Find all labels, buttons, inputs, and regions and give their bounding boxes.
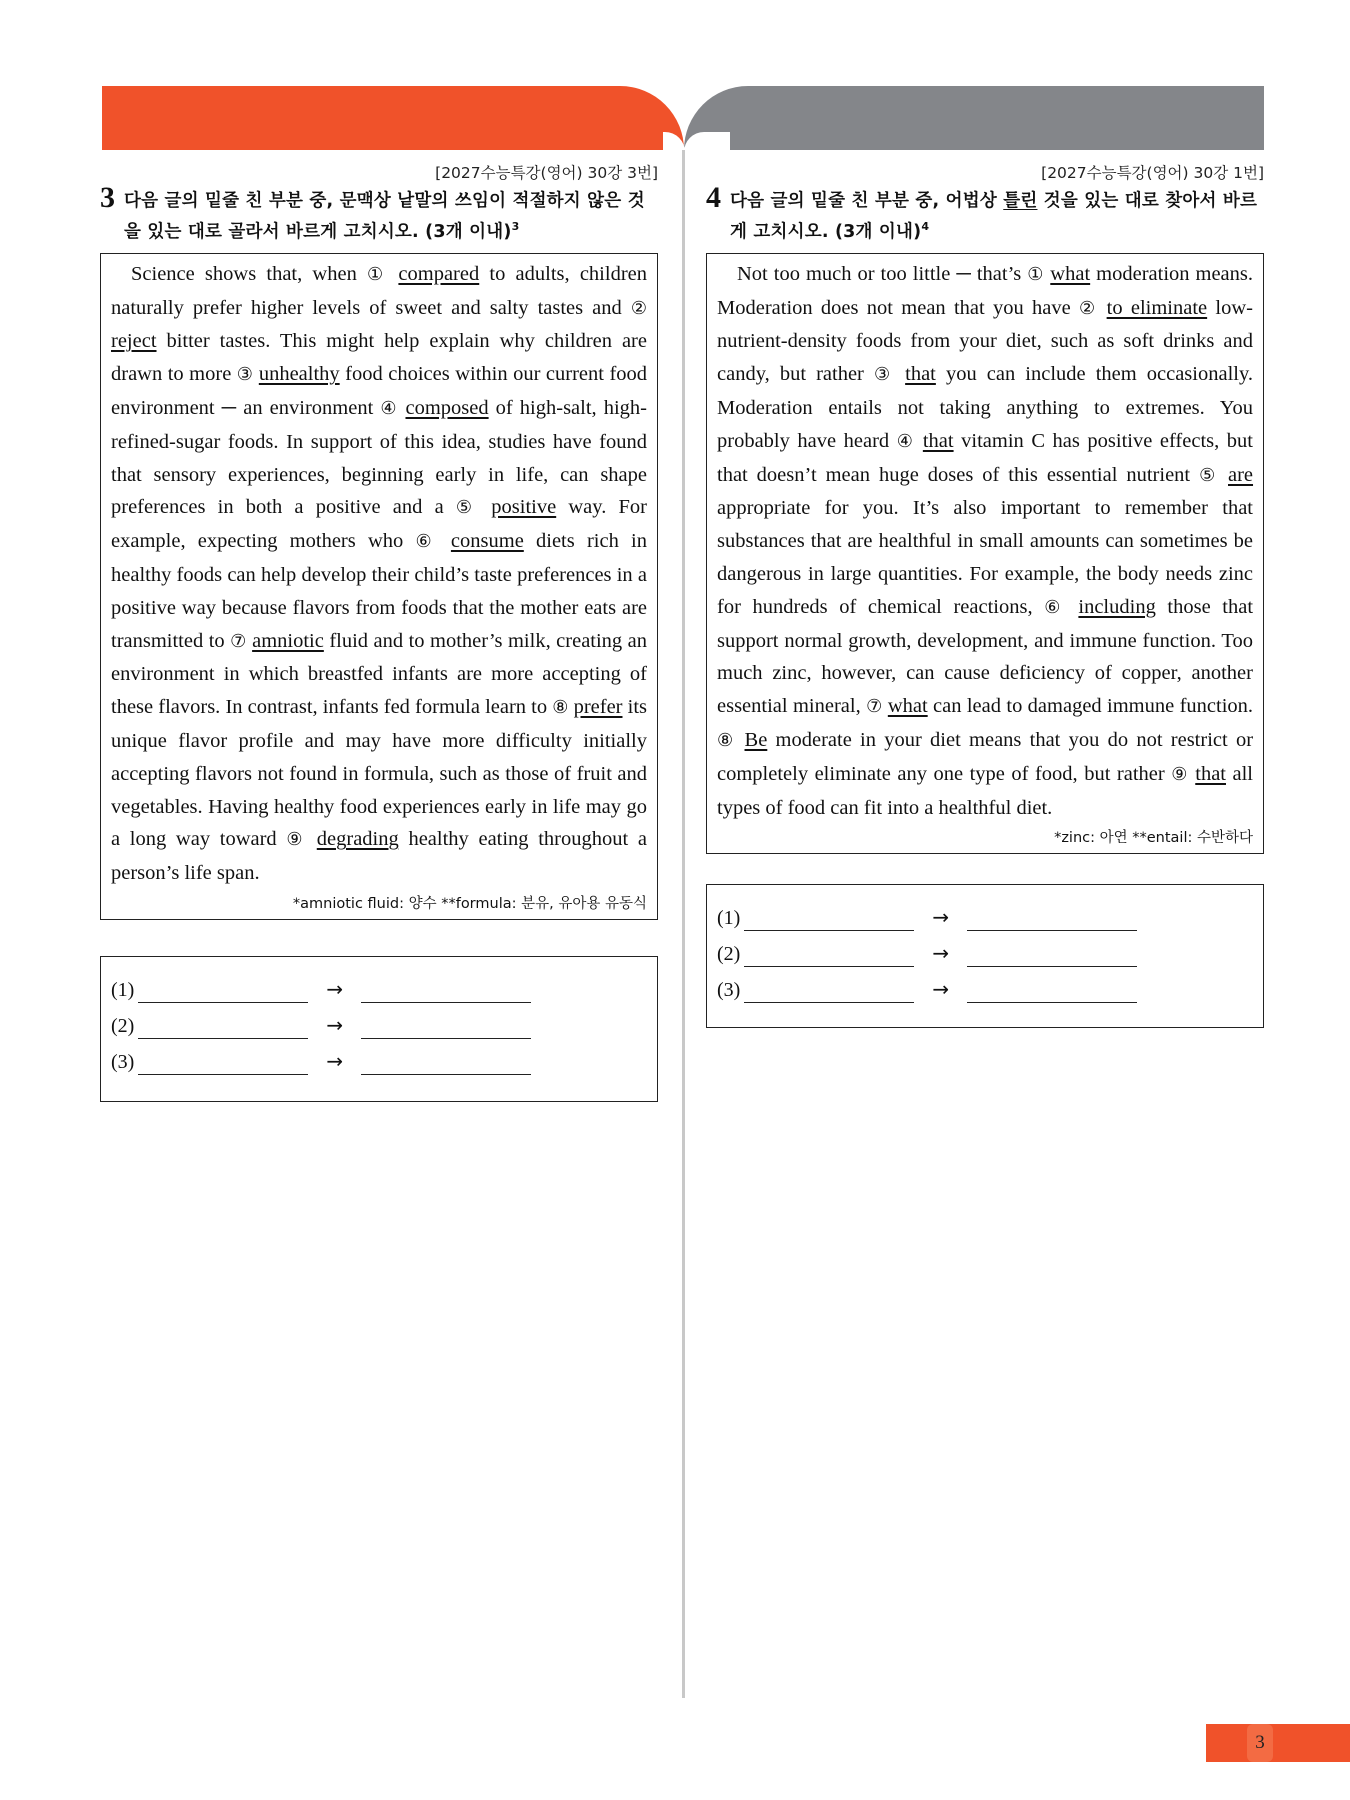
underlined-item: reject xyxy=(111,330,157,353)
question-number: 3 xyxy=(100,181,116,214)
underlined-item: compared xyxy=(398,262,480,285)
item-marker: ① xyxy=(367,263,389,285)
underlined-item: to eliminate xyxy=(1106,296,1208,319)
answer-label: (3) xyxy=(111,1050,135,1073)
answer-blank-from[interactable] xyxy=(138,1016,308,1039)
underlined-item: Be xyxy=(744,728,768,751)
passage-segment: you can include them occasionally. Moderation entails not taking anything to extremes. You probably have heard xyxy=(717,363,1254,452)
underlined-item: prefer xyxy=(573,696,623,719)
instruction-text: 것을 있는 대로 찾아서 바르게 고치시오. (3개 이내) xyxy=(730,191,1258,242)
arrow-icon: → xyxy=(326,976,344,1001)
passage-segment: appropriate for you. It’s also important to remember that substances that are healthful in small amounts can sometimes be dangerous in large quantities. For example, the body needs zinc for hundreds of chemical reactions, xyxy=(717,497,1253,618)
item-marker: ③ xyxy=(873,364,896,386)
answer-blank-from[interactable] xyxy=(138,980,308,1003)
underlined-item: that xyxy=(922,429,954,452)
answer-blank-to[interactable] xyxy=(967,980,1137,1003)
answer-blank-to[interactable] xyxy=(967,908,1137,931)
answer-row xyxy=(111,971,647,1007)
answer-row xyxy=(717,971,1253,1007)
arrow-icon: → xyxy=(932,905,950,930)
underlined-item: amniotic xyxy=(252,629,324,652)
passage-box xyxy=(706,253,1264,855)
underlined-item: unhealthy xyxy=(258,363,340,386)
passage-segment: moderate in your diet means that you do not restrict or completely eliminate any one type of food, but rather xyxy=(717,728,1254,785)
passage-box xyxy=(100,253,658,920)
passage-segment: food choices within our current food environment ─ an environment xyxy=(111,363,648,420)
item-marker: ⑤ xyxy=(455,497,480,519)
answer-blank-from[interactable] xyxy=(744,944,914,967)
item-marker: ④ xyxy=(380,398,399,420)
passage-segment xyxy=(895,363,905,385)
item-marker: ① xyxy=(1027,263,1045,285)
passage-segment xyxy=(736,729,744,751)
underlined-item: what xyxy=(1050,262,1091,285)
item-marker: ⑥ xyxy=(1044,596,1067,618)
item-marker: ② xyxy=(630,297,647,319)
passage-segment: way. For example, expecting mothers who xyxy=(111,496,647,553)
passage-segment: to adults, children naturally prefer higher levels of sweet and salty tastes and xyxy=(111,262,647,319)
passage-segment: all types of food can fit into a healthful diet. xyxy=(717,762,1253,819)
answer-blank-to[interactable] xyxy=(361,1052,531,1075)
page-tab xyxy=(1206,1724,1350,1762)
item-marker: ⑧ xyxy=(717,729,737,751)
passage-segment: moderation means. Moderation does not mean that you have xyxy=(717,262,1254,319)
passage-segment xyxy=(1067,596,1079,618)
answer-blank-to[interactable] xyxy=(361,980,531,1003)
item-marker: ⑥ xyxy=(415,531,439,553)
header-banner-gray xyxy=(684,86,1264,150)
question-4 xyxy=(706,162,1264,1028)
underlined-item: positive xyxy=(491,496,557,519)
answer-row xyxy=(717,935,1253,971)
item-marker: ④ xyxy=(896,430,916,452)
passage-segment xyxy=(307,828,317,850)
passage-segment xyxy=(915,430,923,452)
question-instruction xyxy=(706,181,1264,245)
answer-label: (2) xyxy=(717,943,741,966)
passage-segment: healthy eating throughout a person’s life span. xyxy=(111,828,647,885)
answer-box xyxy=(100,956,658,1102)
answer-label: (3) xyxy=(717,979,741,1002)
passage-segment xyxy=(388,263,398,285)
header-banner-orange xyxy=(102,86,684,150)
underlined-item: including xyxy=(1078,595,1156,618)
question-points: 4 xyxy=(921,220,930,233)
item-marker: ⑨ xyxy=(286,829,308,851)
instruction-underlined: 틀린 xyxy=(1003,191,1038,211)
underlined-item: that xyxy=(905,363,936,386)
answer-blank-from[interactable] xyxy=(744,908,914,931)
question-source: [2027수능특강(영어) 30강 1번] xyxy=(1041,164,1264,182)
passage-segment: can lead to damaged immune function. xyxy=(927,695,1254,718)
question-instruction xyxy=(100,181,658,245)
passage-segment: fluid and to mother’s milk, creating an environment in which breastfed infants are more accepting of these flavors. In contrast, infants fed formula learn to xyxy=(111,629,648,719)
arrow-icon: → xyxy=(326,1012,344,1037)
answer-blank-from[interactable] xyxy=(744,980,914,1003)
passage-segment: Not too much or too little ─ that’s xyxy=(737,262,1028,285)
underlined-item: degrading xyxy=(316,828,399,851)
question-number: 4 xyxy=(706,181,722,214)
answer-blank-to[interactable] xyxy=(361,1016,531,1039)
passage-segment: those that support normal growth, development, and immune function. Too much zinc, however, can cause deficiency of copper, another essential mineral, xyxy=(717,595,1254,718)
passage-segment: bitter tastes. This might help explain why children are drawn to more xyxy=(111,330,647,386)
passage-segment xyxy=(479,496,491,518)
answer-label: (2) xyxy=(111,1014,135,1037)
answer-row xyxy=(717,899,1253,935)
instruction-text: 다음 글의 밑줄 친 부분 중, 어법상 xyxy=(730,191,1004,211)
passage-text xyxy=(717,258,1253,825)
underlined-item: composed xyxy=(405,397,489,420)
answer-box xyxy=(706,884,1264,1028)
underlined-item: consume xyxy=(450,530,524,553)
item-marker: ② xyxy=(1079,297,1099,319)
passage-segment: diets rich in healthy foods can help develop their child’s taste preferences in a positive way because flavors from foods that the mother eats are transmitted to xyxy=(111,530,647,652)
question-points: 3 xyxy=(511,220,520,233)
passage-text xyxy=(111,258,647,890)
passage-segment xyxy=(439,530,451,552)
underlined-item: that xyxy=(1195,762,1226,785)
passage-segment: its unique flavor profile and may have more difficulty initially accepting flavors not found in formula, such as those of fruit and vegetables. Having healthy food experiences early in life may go a long way toward xyxy=(111,696,648,851)
passage-segment: of high-salt, high-refined-sugar foods. In support of this idea, studies have found that sensory experiences, beginning early in life, can shape preferences in both a positive and a xyxy=(111,397,648,519)
item-marker: ⑦ xyxy=(230,630,247,652)
answer-label: (1) xyxy=(111,978,135,1001)
item-marker: ③ xyxy=(236,364,254,386)
item-marker: ⑤ xyxy=(1199,464,1220,486)
passage-segment: low-nutrient-density foods from your diet, such as soft drinks and candy, but rather xyxy=(717,296,1254,386)
instruction-text: 다음 글의 밑줄 친 부분 중, 문맥상 낱말의 쓰임이 적절하지 않은 것을 있는 대로 골라서 바르게 고치시오. (3개 이내) xyxy=(124,191,645,242)
footnote: *zinc: 아연 **entail: 수반하다 xyxy=(1054,830,1253,847)
question-source: [2027수능특강(영어) 30강 3번] xyxy=(435,164,658,182)
footnote: *amniotic fluid: 양수 **formula: 분유, 유아용 유동식 xyxy=(292,895,647,912)
passage-segment xyxy=(1219,464,1228,486)
item-marker: ⑦ xyxy=(866,696,883,718)
page-number: 3 xyxy=(1247,1724,1273,1762)
answer-blank-from[interactable] xyxy=(138,1052,308,1075)
answer-row xyxy=(111,1007,647,1043)
question-3 xyxy=(100,162,658,1102)
passage-segment xyxy=(1098,297,1106,319)
arrow-icon: → xyxy=(932,977,950,1002)
answer-label: (1) xyxy=(717,907,741,930)
underlined-item: are xyxy=(1228,463,1254,486)
answer-row xyxy=(111,1043,647,1079)
passage-segment: vitamin C has positive effects, but that doesn’t mean huge doses of this essential nutrient xyxy=(717,429,1253,486)
column-divider xyxy=(682,150,685,1698)
answer-blank-to[interactable] xyxy=(967,944,1137,967)
passage-segment: Science shows that, when xyxy=(131,262,368,285)
underlined-item: what xyxy=(887,695,928,718)
arrow-icon: → xyxy=(326,1048,344,1073)
item-marker: ⑧ xyxy=(552,697,569,719)
item-marker: ⑨ xyxy=(1171,763,1189,785)
arrow-icon: → xyxy=(932,941,950,966)
